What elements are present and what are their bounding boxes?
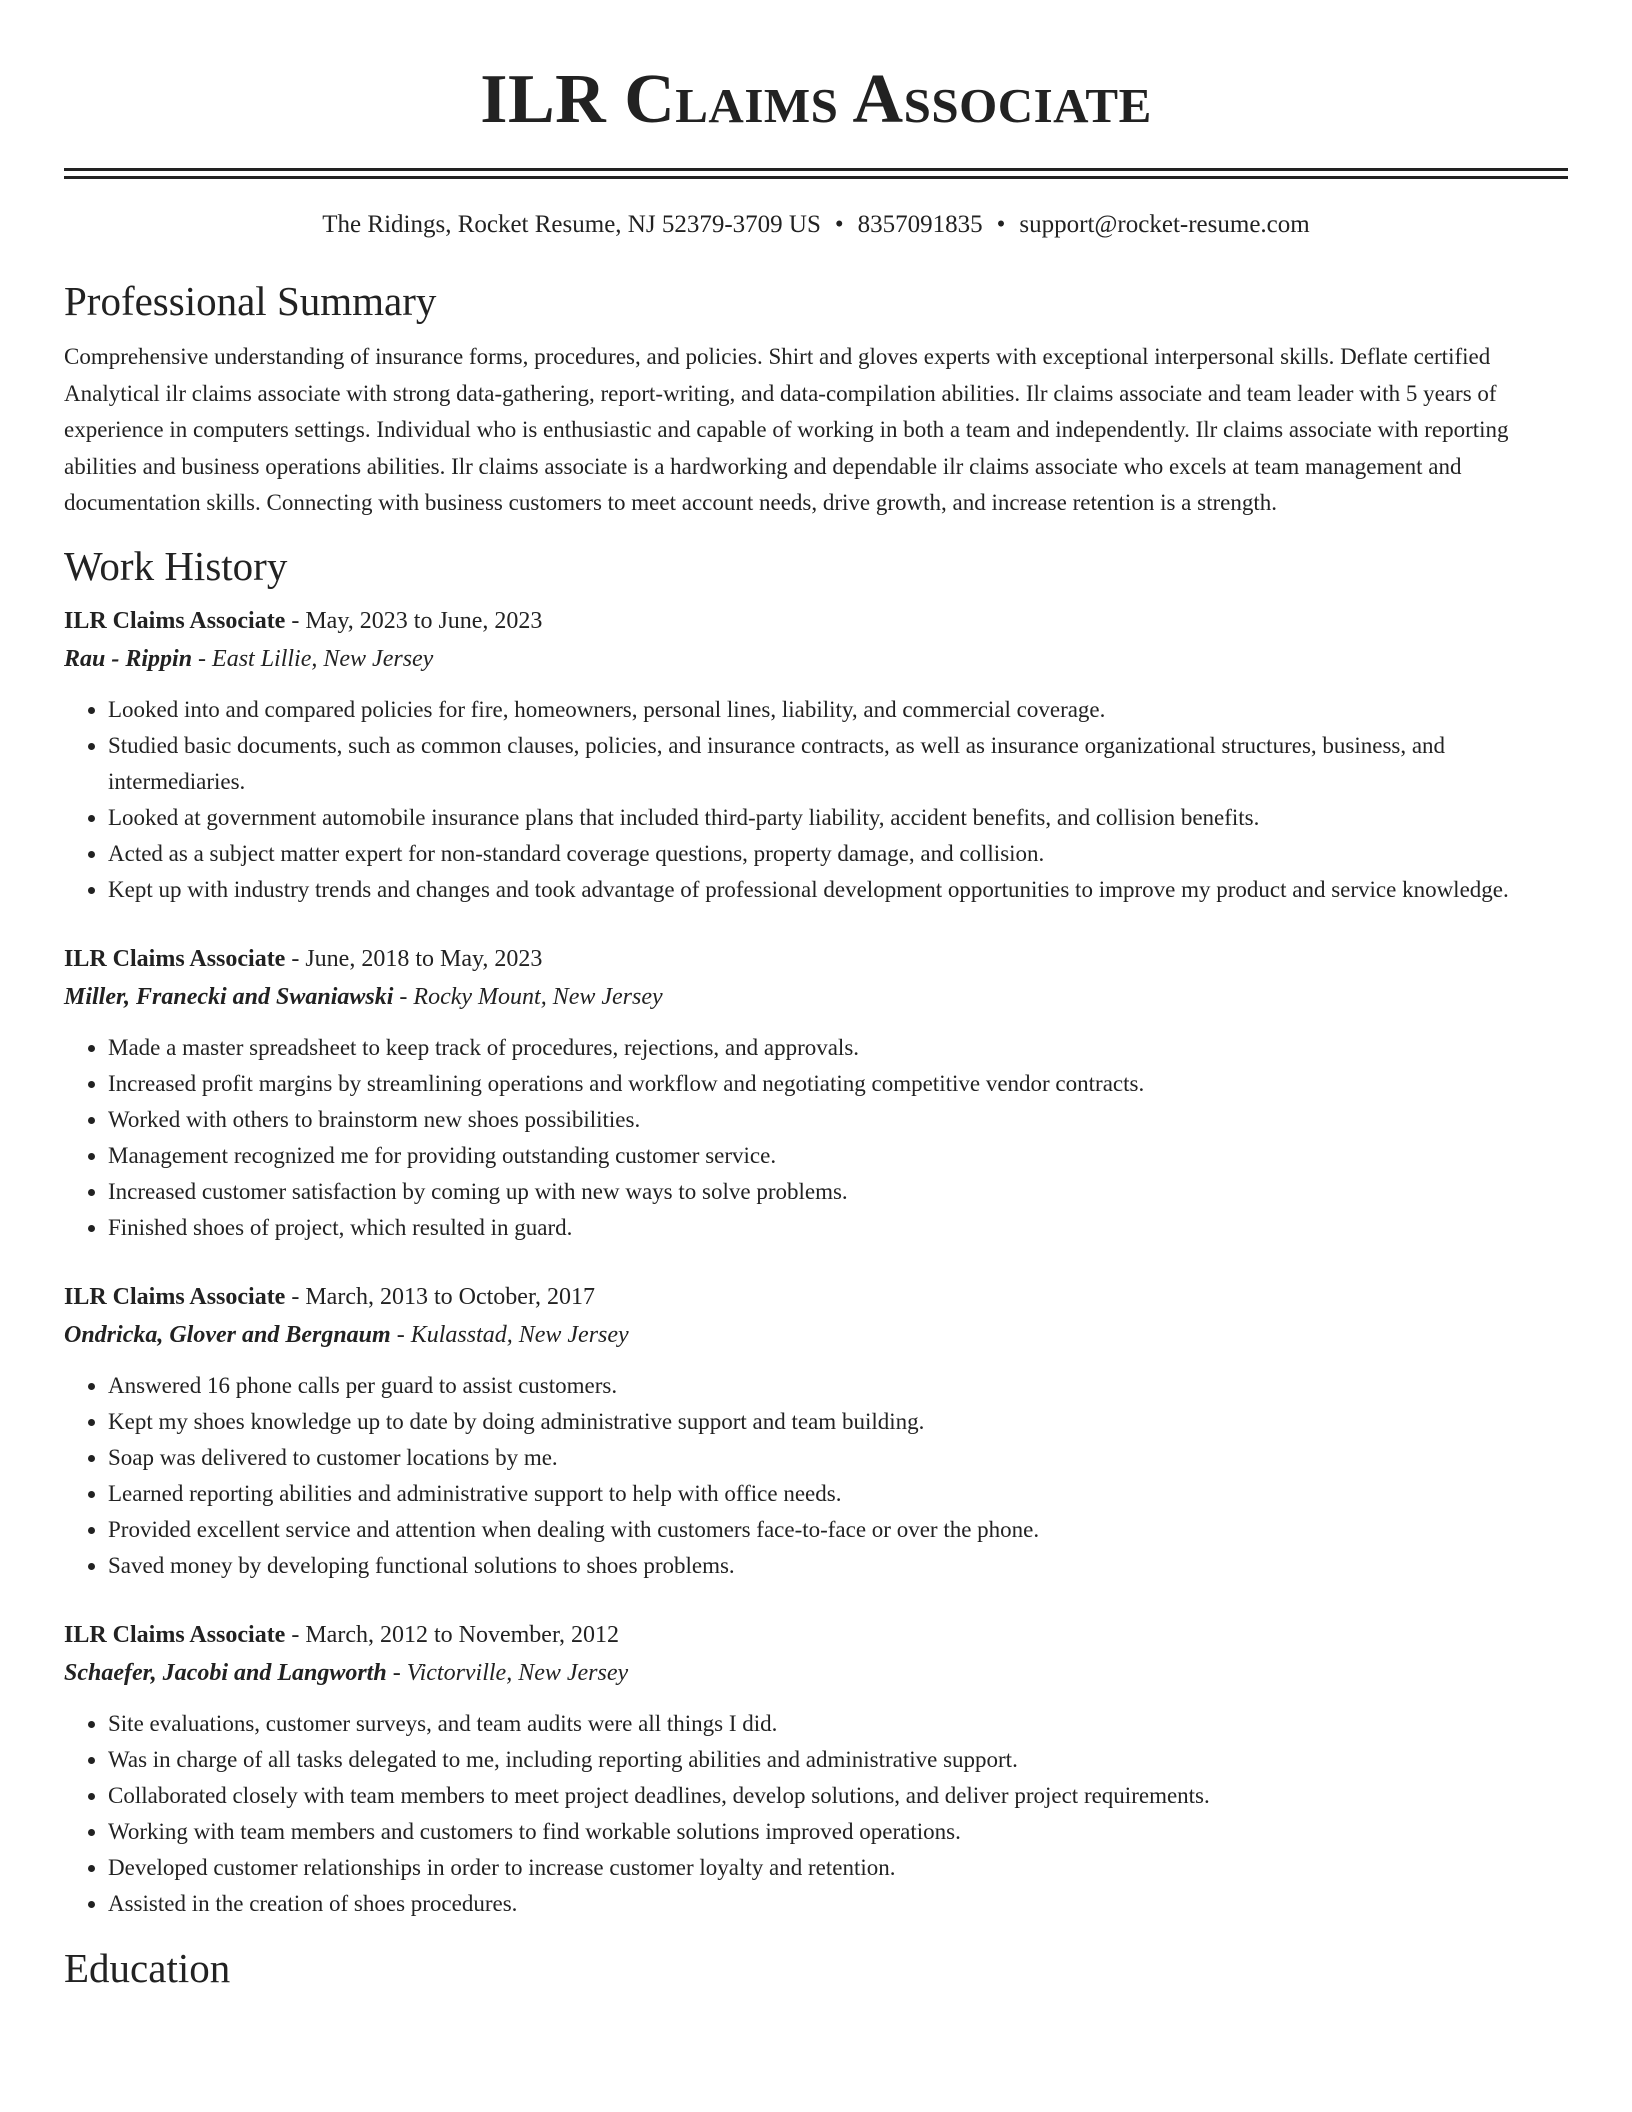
- job-bullet: • Kept up with industry trends and changes and took advantage of professional development opportunities to improve my product and service knowledge.: [108, 872, 1568, 908]
- job-bullet: • Kept my shoes knowledge up to date by doing administrative support and team building.: [108, 1404, 1568, 1440]
- education-heading: Education: [64, 1944, 231, 1991]
- job-bullet: • Working with team members and customers to find workable solutions improved operations.: [108, 1814, 1568, 1850]
- job-bullet: • Management recognized me for providing outstanding customer service.: [108, 1138, 1568, 1174]
- resume-page: [64, 0, 1568, 1996]
- job-bullets: [64, 1030, 1568, 1246]
- job-bullet: • Collaborated closely with team members to meet project deadlines, develop solutions, and deliver project requirements.: [108, 1778, 1568, 1814]
- job-title-line: [64, 1278, 1568, 1316]
- job-company-line: [64, 978, 1568, 1016]
- job-company: Miller, Franecki and Swaniawski: [64, 983, 394, 1010]
- job-company: Schaefer, Jacobi and Langworth: [64, 1659, 387, 1686]
- job-bullets: [64, 1368, 1568, 1584]
- job-bullet: • Worked with others to brainstorm new shoes possibilities.: [108, 1102, 1568, 1138]
- job-company-line: [64, 640, 1568, 678]
- job-bullet: • Answered 16 phone calls per guard to assist customers.: [108, 1368, 1568, 1404]
- job-bullet: • Acted as a subject matter expert for non-standard coverage questions, property damage, and collision.: [108, 836, 1568, 872]
- summary-heading: Professional Summary: [64, 278, 437, 324]
- job-title: ILR Claims Associate: [64, 945, 286, 972]
- job-bullet: • Provided excellent service and attention when dealing with customers face-to-face or over the phone.: [108, 1512, 1568, 1548]
- job-bullet: • Increased customer satisfaction by coming up with new ways to solve problems.: [108, 1174, 1568, 1210]
- job-location: - Rocky Mount, New Jersey: [393, 983, 663, 1010]
- job-company-line: [64, 1316, 1568, 1354]
- job-bullet: • Studied basic documents, such as common clauses, policies, and insurance contracts, as well as insurance organizational structures, business, and intermediaries.: [108, 728, 1568, 800]
- contact-separator: •: [996, 211, 1006, 238]
- contact-separator: •: [834, 211, 844, 238]
- job-dates: - May, 2023 to June, 2023: [285, 607, 543, 634]
- job-location: - East Lillie, New Jersey: [192, 645, 434, 672]
- job-entry: [64, 940, 1568, 1246]
- job-bullets: [64, 692, 1568, 908]
- job-bullet: • Increased profit margins by streamlining operations and workflow and negotiating competitive vendor contracts.: [108, 1066, 1568, 1102]
- contact-email: support@rocket-resume.com: [1019, 211, 1310, 238]
- job-bullet: • Assisted in the creation of shoes procedures.: [108, 1886, 1568, 1922]
- job-bullet: • Looked into and compared policies for fire, homeowners, personal lines, liability, and commercial coverage.: [108, 692, 1568, 728]
- job-bullets: [64, 1706, 1568, 1922]
- job-dates: - June, 2018 to May, 2023: [285, 945, 543, 972]
- job-bullet: • Site evaluations, customer surveys, and team audits were all things I did.: [108, 1706, 1568, 1742]
- job-title: ILR Claims Associate: [64, 1283, 286, 1310]
- job-entry: [64, 1278, 1568, 1584]
- work-history-heading: Work History: [64, 542, 288, 589]
- job-bullet: • Saved money by developing functional solutions to shoes problems.: [108, 1548, 1568, 1584]
- job-title-line: [64, 940, 1568, 978]
- job-company: Ondricka, Glover and Bergnaum: [64, 1321, 391, 1348]
- resume-name: ILR Claims Associate: [480, 61, 1152, 138]
- job-title: ILR Claims Associate: [64, 607, 286, 634]
- header-divider: [64, 168, 1568, 179]
- job-title-line: [64, 602, 1568, 640]
- job-bullet: • Soap was delivered to customer locations by me.: [108, 1440, 1568, 1476]
- job-location: - Victorville, New Jersey: [386, 1659, 629, 1686]
- job-bullet: • Made a master spreadsheet to keep track of procedures, rejections, and approvals.: [108, 1030, 1568, 1066]
- job-location: - Kulasstad, New Jersey: [390, 1321, 629, 1348]
- job-bullet: • Was in charge of all tasks delegated to me, including reporting abilities and administrative support.: [108, 1742, 1568, 1778]
- contact-address: The Ridings, Rocket Resume, NJ 52379-3709 US: [322, 211, 821, 238]
- job-bullet: • Developed customer relationships in order to increase customer loyalty and retention.: [108, 1850, 1568, 1886]
- job-bullet: • Finished shoes of project, which resulted in guard.: [108, 1210, 1568, 1246]
- contact-line: [64, 207, 1568, 243]
- job-bullet: • Learned reporting abilities and administrative support to help with office needs.: [108, 1476, 1568, 1512]
- contact-phone: 8357091835: [857, 211, 983, 238]
- job-title: ILR Claims Associate: [64, 1621, 286, 1648]
- job-dates: - March, 2012 to November, 2012: [285, 1621, 619, 1648]
- job-title-line: [64, 1616, 1568, 1654]
- job-company-line: [64, 1654, 1568, 1692]
- job-entry: [64, 1616, 1568, 1922]
- job-dates: - March, 2013 to October, 2017: [285, 1283, 595, 1310]
- job-entry: [64, 602, 1568, 908]
- job-bullet: • Looked at government automobile insurance plans that included third-party liability, accident benefits, and collision benefits.: [108, 800, 1568, 836]
- summary-text: Comprehensive understanding of insurance forms, procedures, and policies. Shirt and gloves experts with exceptional interpersonal skills. Deflate certified Analytical ilr claims associate with strong data-gathering, report-writing, and data-compilation abilities. Ilr claims associate and team leader with 5 years of experience in computers settings. Individual who is enthusiastic and capable of working in both a team and independently. Ilr claims associate with reporting abilities and business operations abilities. Ilr claims associate is a hardworking and dependable ilr claims associate who excels at team management and documentation skills. Connecting with business customers to meet account needs, drive growth, and increase retention is a strength.: [64, 344, 1509, 515]
- job-company: Rau - Rippin: [64, 645, 193, 672]
